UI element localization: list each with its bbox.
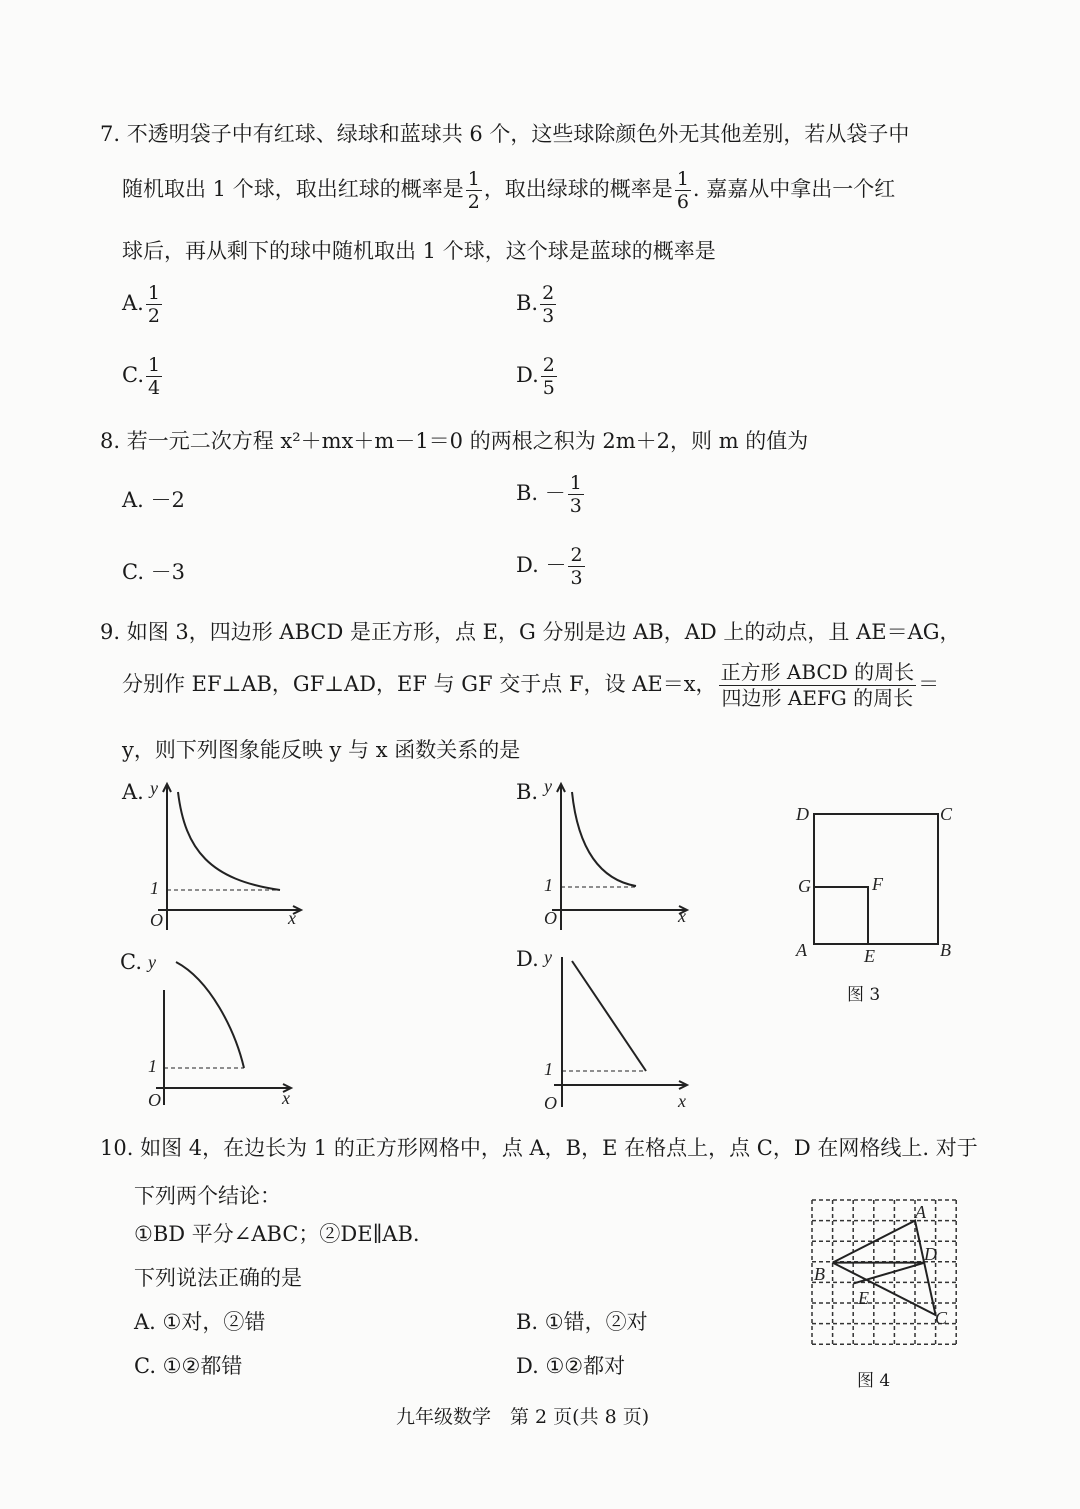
figure-4 [812, 1200, 957, 1350]
fraction [540, 282, 556, 327]
graph-c [140, 950, 310, 1110]
q10-line2: 下列两个结论： [134, 1184, 281, 1208]
label: C. [122, 363, 144, 387]
den: 4 [148, 377, 161, 399]
den: 2 [147, 305, 160, 327]
graph-b-label: B. [516, 780, 539, 804]
text: . 嘉嘉从中拿出一个红 [692, 177, 896, 201]
q10-line1: 10. 如图 4，在边长为 1 的正方形网格中，点 A，B，E 在格点上，点 C，D 在网格线上. 对于 [100, 1136, 978, 1160]
den: 3 [569, 495, 582, 517]
y-label: y [544, 776, 552, 796]
tick-1: 1 [150, 878, 159, 898]
num: 2 [542, 282, 555, 304]
point-e: E [864, 946, 875, 966]
point-d: D [796, 804, 809, 824]
point-b: B [940, 940, 951, 960]
y-label: y [150, 778, 158, 798]
fraction [541, 354, 557, 399]
fraction [146, 282, 162, 327]
q7-option-b [516, 282, 558, 327]
y-label: y [148, 952, 156, 972]
den: 2 [467, 191, 480, 213]
den: 6 [676, 191, 689, 213]
q7-option-a [122, 282, 164, 327]
fraction [146, 354, 162, 399]
q10-option-d: D. ①②都对 [516, 1354, 626, 1378]
y-label: y [544, 947, 552, 967]
point-a: A [915, 1202, 926, 1222]
fraction [466, 168, 482, 213]
label: D. [516, 363, 539, 387]
q7-option-c [122, 354, 164, 399]
den: 四边形 AEFG 的周长 [721, 686, 914, 710]
page-footer: 九年级数学 第 2 页(共 8 页) [396, 1406, 650, 1428]
origin: O [544, 908, 557, 928]
point-c: C [935, 1308, 948, 1328]
q8-option-d [516, 544, 587, 589]
graph-a [140, 780, 310, 930]
q7-line2 [122, 168, 895, 213]
den: 3 [570, 567, 583, 589]
point-e: E [858, 1288, 869, 1308]
text: 随机取出 1 个球，取出红球的概率是 [122, 177, 464, 201]
text: ，取出绿球的概率是 [483, 177, 673, 201]
x-label: x [288, 908, 296, 928]
q9-line1: 9. 如图 3，四边形 ABCD 是正方形，点 E，G 分别是边 AB，AD 上的动点，且 AE＝AG， [100, 620, 961, 644]
label: D. － [516, 553, 567, 577]
q8-line1: 8. 若一元二次方程 x²＋mx＋m－1＝0 的两根之积为 2m＋2，则 m 的值为 [100, 429, 809, 453]
tick-1: 1 [544, 1059, 553, 1079]
num: 1 [467, 168, 480, 190]
tick-1: 1 [148, 1056, 157, 1076]
q7-line1: 7. 不透明袋子中有红球、绿球和蓝球共 6 个，这些球除颜色外无其他差别，若从袋子中 [100, 122, 910, 146]
x-label: x [678, 906, 686, 926]
num: 2 [542, 354, 555, 376]
figure-3-caption: 图 3 [847, 985, 881, 1005]
q10-line3: ①BD 平分∠ABC；②DE∥AB. [134, 1222, 420, 1246]
fraction [675, 168, 691, 213]
num: 1 [569, 472, 582, 494]
label: B. － [516, 481, 566, 505]
q10-option-b: B. ①错，②对 [516, 1310, 648, 1334]
x-label: x [282, 1088, 290, 1108]
q7-option-d [516, 354, 559, 399]
figure-3 [790, 800, 970, 1000]
graph-d-label: D. [516, 947, 539, 971]
point-b: B [814, 1264, 825, 1284]
label: A. [122, 291, 144, 315]
q10-option-a: A. ①对，②错 [134, 1310, 266, 1334]
tick-1: 1 [544, 875, 553, 895]
num: 1 [148, 354, 161, 376]
q8-option-c: C. －3 [122, 560, 186, 584]
text: 分别作 EF⊥AB，GF⊥AD，EF 与 GF 交于点 F，设 AE＝x， [122, 672, 717, 696]
fraction [568, 472, 584, 517]
q8-option-a: A. －2 [122, 488, 185, 512]
num: 1 [147, 282, 160, 304]
q10-option-c: C. ①②都错 [134, 1354, 243, 1378]
label: B. [516, 291, 539, 315]
point-a: A [796, 940, 807, 960]
figure-4-caption: 图 4 [857, 1371, 891, 1391]
den: 3 [542, 305, 555, 327]
graph-c-label: C. [120, 950, 142, 974]
q9-line2 [122, 660, 939, 711]
num: 2 [570, 544, 583, 566]
perimeter-ratio [719, 660, 917, 711]
graph-a-label: A. [122, 780, 144, 804]
q7-line3: 球后，再从剩下的球中随机取出 1 个球，这个球是蓝球的概率是 [122, 239, 716, 263]
text: ＝ [918, 672, 940, 696]
q8-option-b [516, 472, 586, 517]
origin: O [150, 910, 163, 930]
origin: O [544, 1093, 557, 1113]
x-label: x [678, 1091, 686, 1111]
point-c: C [940, 804, 953, 824]
graph-d [536, 947, 706, 1113]
den: 5 [542, 377, 555, 399]
num: 正方形 ABCD 的周长 [720, 660, 915, 684]
num: 1 [676, 168, 689, 190]
origin: O [148, 1090, 161, 1110]
point-g: G [798, 876, 811, 896]
q10-line4: 下列说法正确的是 [134, 1266, 302, 1290]
fraction [568, 544, 584, 589]
graph-b [536, 776, 706, 930]
q9-line3: y，则下列图象能反映 y 与 x 函数关系的是 [122, 738, 521, 762]
point-d: D [924, 1244, 937, 1264]
point-f: F [872, 874, 883, 894]
